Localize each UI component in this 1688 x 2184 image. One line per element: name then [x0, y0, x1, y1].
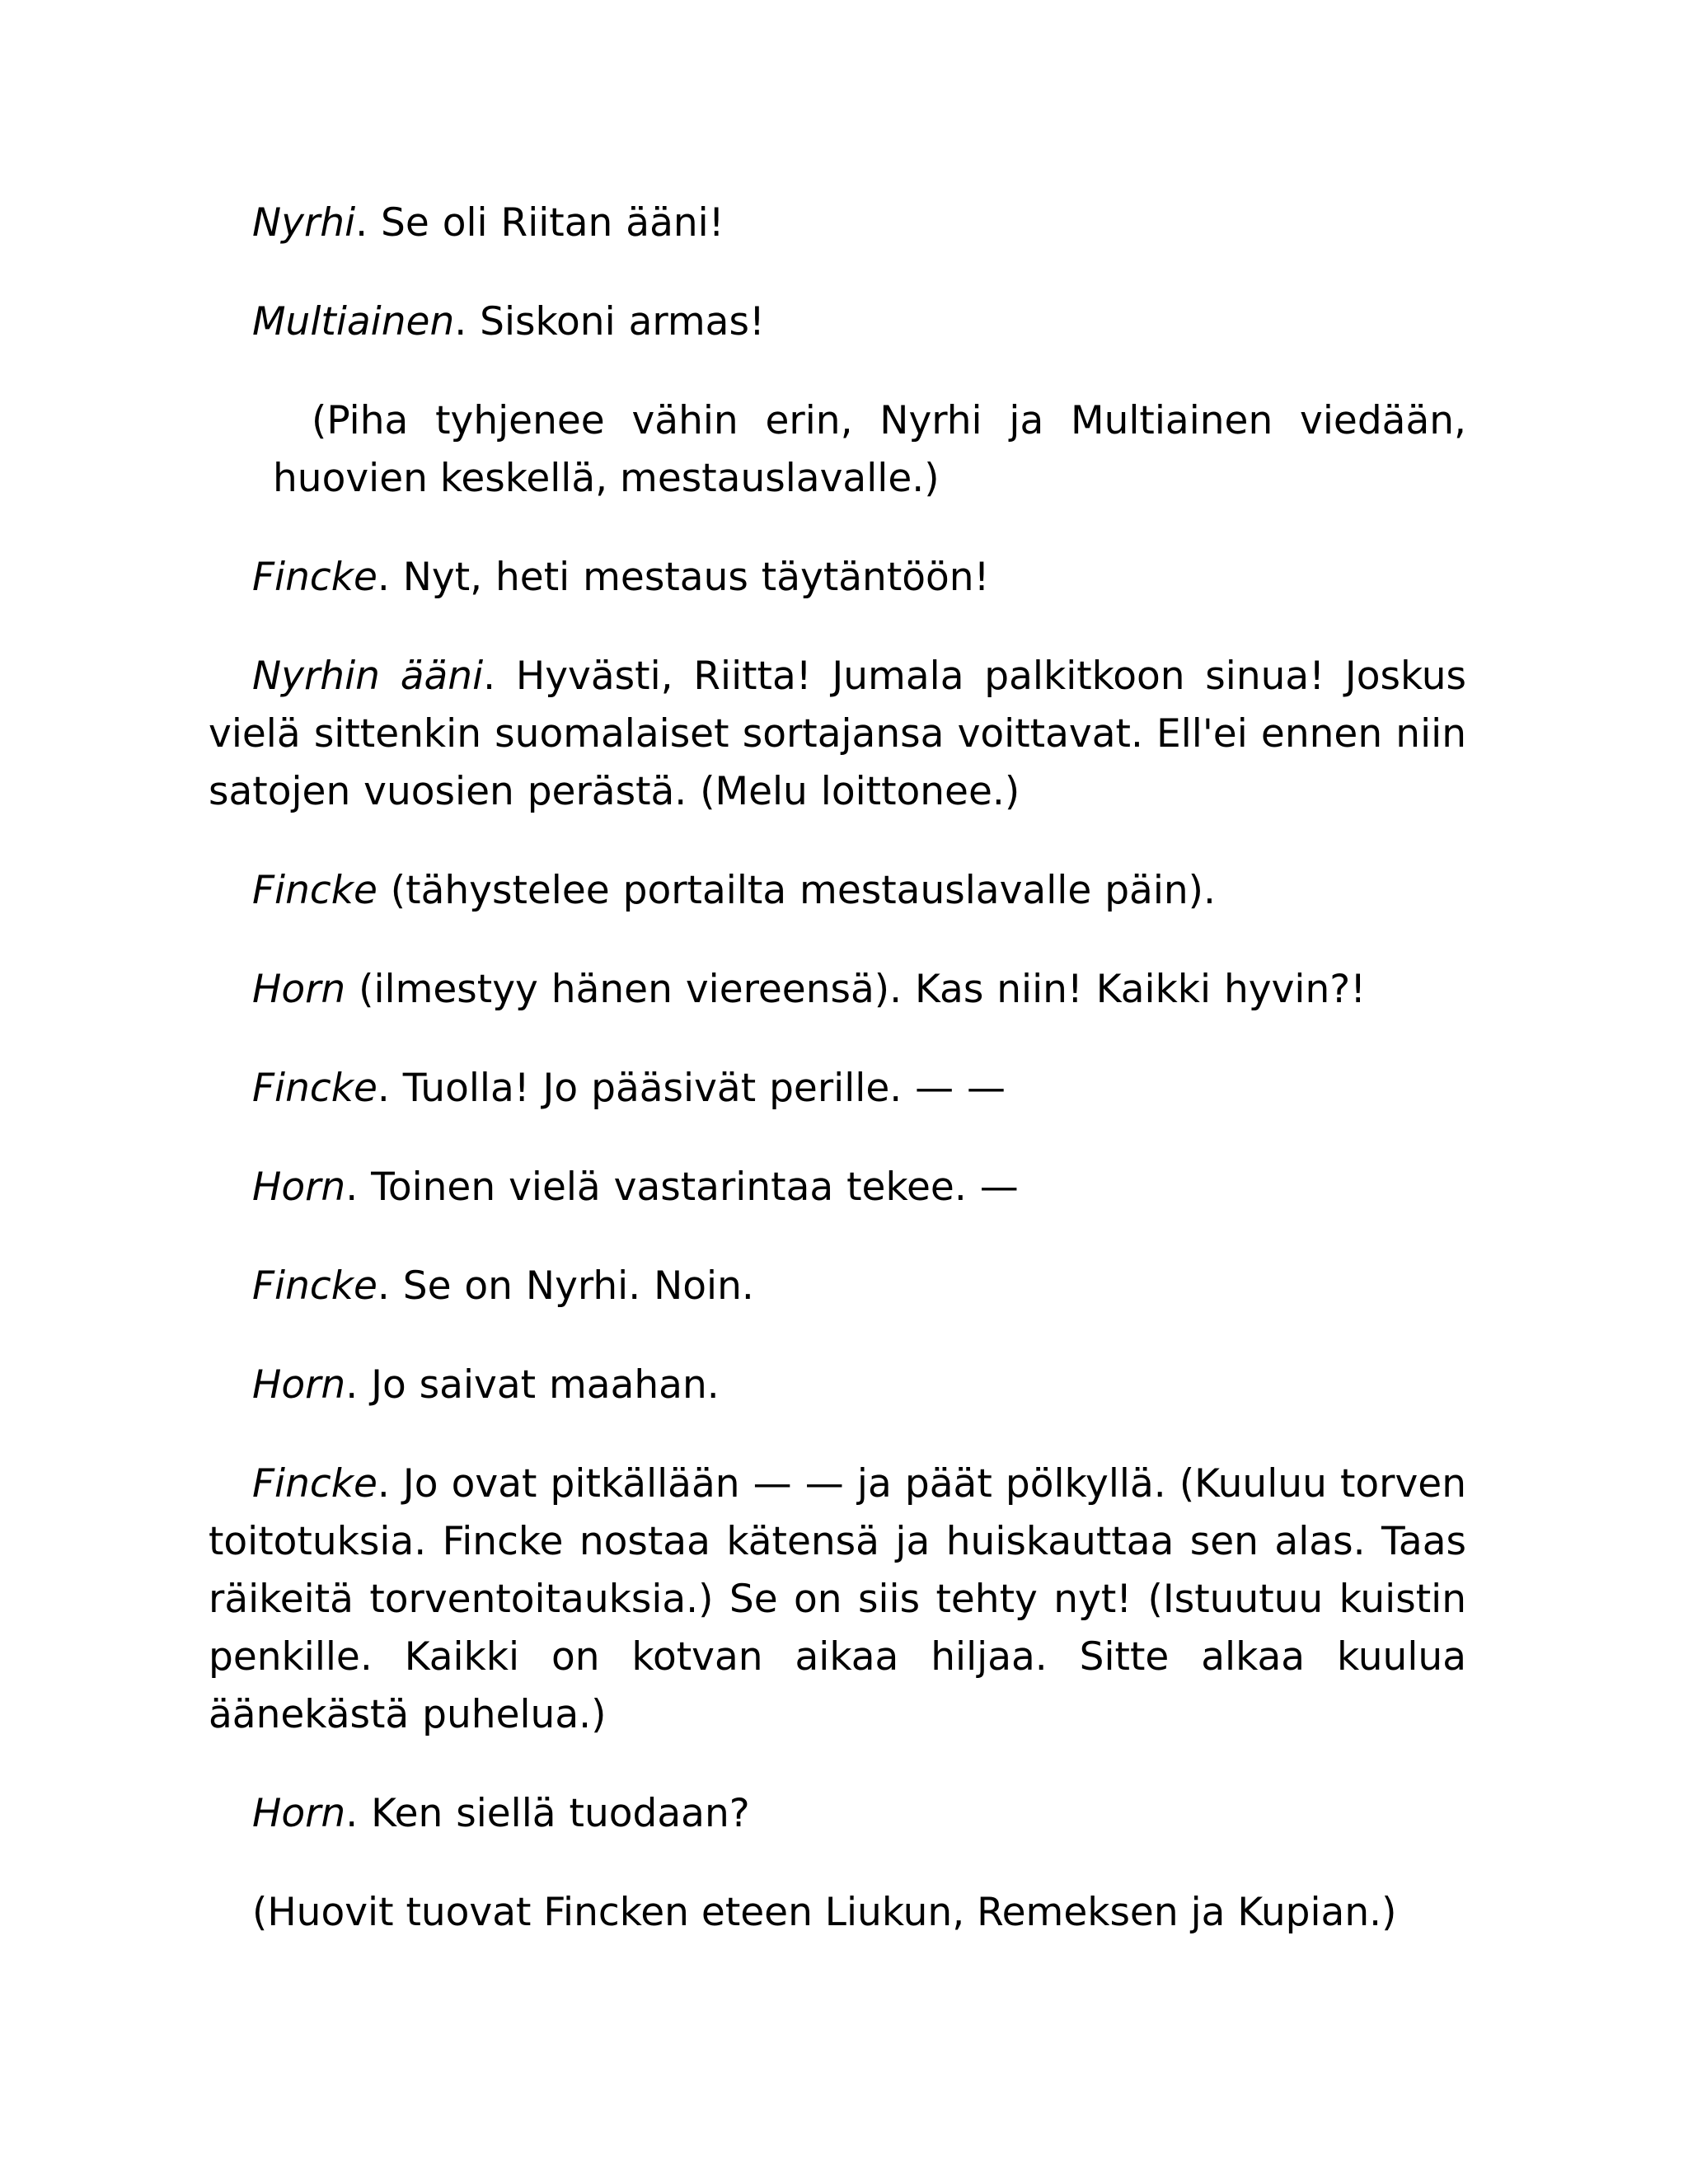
dialogue-text: . Nyt, heti mestaus täytäntöön! — [377, 555, 990, 600]
stage-direction: (Piha tyhjenee vähin erin, Nyrhi ja Multiainen viedään, huovien keskellä, mestauslavalle.) — [273, 398, 1466, 501]
dialogue-text: . Siskoni armas! — [454, 299, 765, 344]
dialogue-text: . Toinen vielä vastarintaa tekee. — — [345, 1165, 1019, 1210]
speaker-name: Horn — [252, 1791, 346, 1836]
dialogue-line — [209, 648, 1466, 821]
dialogue-text: (ilmestyy hänen viereensä). Kas niin! Kaikki hyvin?! — [345, 967, 1367, 1012]
speaker-name: Horn — [252, 967, 346, 1012]
speaker-name: Fincke — [252, 555, 377, 600]
speaker-name: Horn — [252, 1165, 346, 1210]
dialogue-text: . Ken siellä tuodaan? — [345, 1791, 750, 1836]
dialogue-line — [209, 1060, 1466, 1118]
dialogue-line — [209, 293, 1466, 351]
dialogue-text: . Hyvästi, Riitta! Jumala palkitkoon sinua! Joskus vielä sittenkin suomalaiset sortajansa voittavat. Ell'ei ennen niin satojen vuosien perästä. (Melu loittonee.) — [209, 654, 1466, 814]
document-page — [209, 194, 1466, 1983]
dialogue-line — [209, 194, 1466, 252]
stage-direction: (Huovit tuovat Fincken eteen Liukun, Remeksen ja Kupian.) — [252, 1890, 1397, 1935]
speaker-name: Fincke — [252, 1461, 377, 1507]
speaker-name: Fincke — [252, 868, 377, 913]
dialogue-line — [209, 1357, 1466, 1414]
speaker-name: Fincke — [252, 1066, 377, 1111]
speaker-name: Nyrhi — [252, 200, 356, 246]
dialogue-text: . Jo ovat pitkällään — — ja päät pölkyllä. (Kuuluu torven toitotuksia. Fincke nostaa kätensä ja huiskauttaa sen alas. Taas räikeitä torventoitauksia.) Se on siis tehty nyt! (Istuutuu kuistin penkille. Kaikki on kotvan aikaa hiljaa. Sitte alkaa kuulua äänekästä puhelua.) — [209, 1461, 1466, 1737]
dialogue-line — [209, 1785, 1466, 1843]
speaker-name: Multiainen — [252, 299, 455, 344]
speaker-name: Nyrhin ääni — [252, 654, 484, 699]
dialogue-line — [209, 961, 1466, 1019]
dialogue-line — [209, 1159, 1466, 1216]
dialogue-text: . Se oli Riitan ääni! — [355, 200, 724, 246]
dialogue-line — [209, 862, 1466, 920]
dialogue-line — [209, 549, 1466, 607]
speaker-name: Horn — [252, 1362, 346, 1408]
dialogue-text: (tähystelee portailta mestauslavalle päin). — [377, 868, 1216, 913]
dialogue-line — [209, 1258, 1466, 1315]
dialogue-text: . Jo saivat maahan. — [345, 1362, 720, 1408]
dialogue-line — [209, 1455, 1466, 1744]
dialogue-text: . Tuolla! Jo pääsivät perille. — — — [377, 1066, 1006, 1111]
speaker-name: Fincke — [252, 1263, 377, 1309]
dialogue-text: . Se on Nyrhi. Noin. — [377, 1263, 754, 1309]
